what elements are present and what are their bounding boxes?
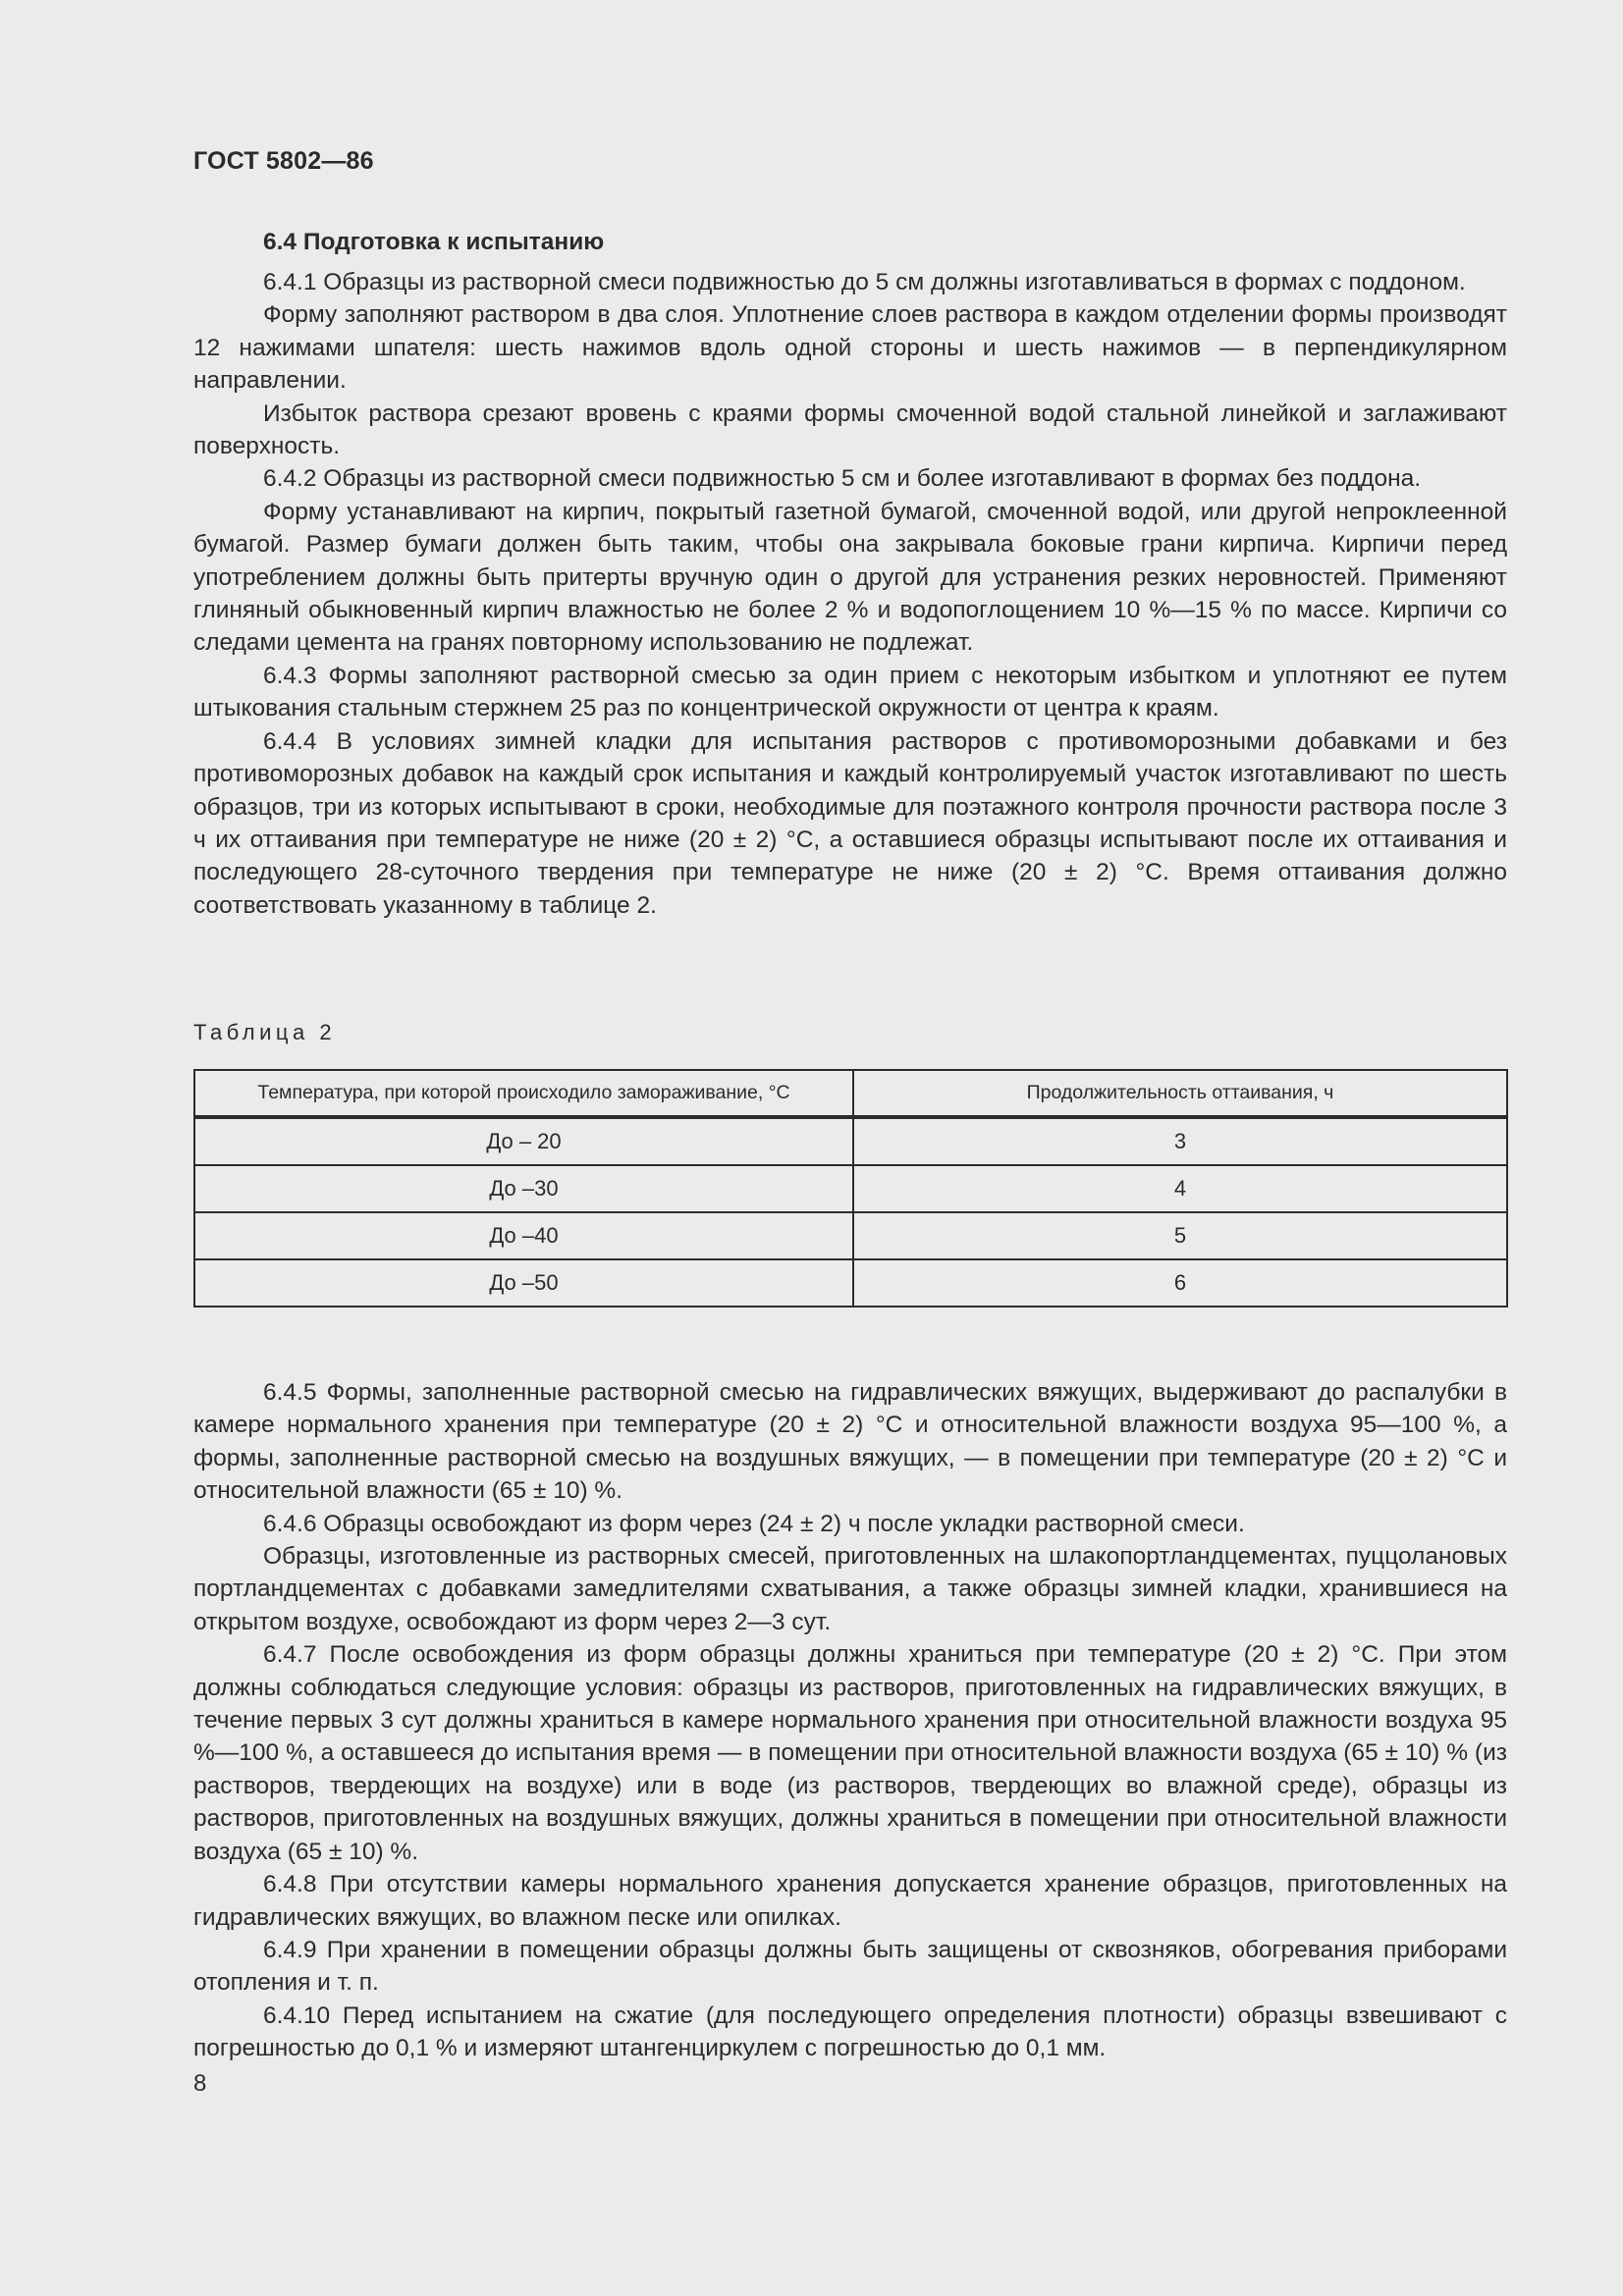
paragraph: 6.4.3 Формы заполняют растворной смесью за один прием с некоторым избытком и уплотняют ее путем штыкования стальным стержнем 25 раз по концентрической окружности от центра к краям. <box>193 662 1507 722</box>
paragraph: Избыток раствора срезают вровень с краями формы смоченной водой стальной линейкой и заглаживают поверхность. <box>193 400 1507 460</box>
paragraph: Форму заполняют раствором в два слоя. Уплотнение слоев раствора в каждом отделении формы производят 12 нажимами шпателя: шесть нажимов вдоль одной стороны и шесть нажимов — в перпендикулярном направлении. <box>193 301 1507 395</box>
paragraph: 6.4.8 При отсутствии камеры нормального хранения допускается хранение образцов, приготовленных на гидравлических вяжущих, во влажном песке или опилках. <box>193 1871 1507 1931</box>
table-header-cell: Температура, при которой происходило замораживание, °С <box>194 1070 853 1117</box>
paragraph: Форму устанавливают на кирпич, покрытый газетной бумагой, смоченной водой, или другой непроклеенной бумагой. Размер бумаги должен быть таким, чтобы она закрывала боковые грани кирпича. Кирпичи перед употреблением должны быть притерты вручную один о другой для устранения резких неровностей. Применяют глиняный обыкновенный кирпич влажностью не более 2 % и водопоглощением 10 %—15 % по массе. Кирпичи со следами цемента на гранях повторному использованию не подлежат. <box>193 498 1507 657</box>
table-row <box>194 1117 1507 1165</box>
thawing-table <box>193 1069 1508 1308</box>
table-row <box>194 1165 1507 1212</box>
table-row <box>194 1259 1507 1307</box>
text-block-after-table <box>193 1376 1507 2065</box>
table-cell: До –30 <box>194 1165 853 1212</box>
table-header-cell: Продолжительность оттаивания, ч <box>853 1070 1507 1117</box>
paragraph: 6.4.7 После освобождения из форм образцы должны храниться при температуре (20 ± 2) °С. При этом должны соблюдаться следующие условия: образцы из растворов, приготовленных на гидравлических вяжущих, в течение первых 3 сут должны храниться в камере нормального хранения при относительной влажности воздуха 95 %—100 %, а оставшееся до испытания время — в помещении при относительной влажности воздуха (65 ± 10) % (из растворов, твердеющих на воздухе) или в воде (из растворов, твердеющих во влажной среде), образцы из растворов, приготовленных на воздушных вяжущих, должны храниться в помещении при относительной влажности воздуха (65 ± 10) %. <box>193 1641 1507 1865</box>
page-number: 8 <box>193 2070 207 2097</box>
table-cell: До –50 <box>194 1259 853 1307</box>
table-header-row <box>194 1070 1507 1117</box>
paragraph: 6.4.4 В условиях зимней кладки для испытания растворов с противоморозными добавками и без противоморозных добавок на каждый срок испытания и каждый контролируемый участок изготавливают по шесть образцов, три из которых испытывают в сроки, необходимые для поэтажного контроля прочности раствора после 3 ч их оттаивания при температуре не ниже (20 ± 2) °С, а оставшиеся образцы испытывают после их оттаивания и последующего 28-суточного твердения при температуре не ниже (20 ± 2) °С. Время оттаивания должно соответствовать указанному в таблице 2. <box>193 727 1507 919</box>
section-title: 6.4 Подготовка к испытанию <box>263 229 605 255</box>
paragraph: 6.4.2 Образцы из растворной смеси подвижностью 5 см и более изготавливают в формах без поддона. <box>263 465 1422 493</box>
paragraph: 6.4.9 При хранении в помещении образцы должны быть защищены от сквозняков, обогревания приборами отопления и т. п. <box>193 1936 1507 1997</box>
paragraph: 6.4.10 Перед испытанием на сжатие (для последующего определения плотности) образцы взвешивают с погрешностью до 0,1 % и измеряют штангенциркулем с погрешностью до 0,1 мм. <box>193 2002 1507 2062</box>
table-cell: До – 20 <box>194 1117 853 1165</box>
paragraph: 6.4.5 Формы, заполненные растворной смесью на гидравлических вяжущих, выдерживают до распалубки в камере нормального хранения при температуре (20 ± 2) °С и относительной влажности воздуха 95—100 %, а формы, заполненные растворной смесью на воздушных вяжущих, — в помещении при температуре (20 ± 2) °С и относительной влажности (65 ± 10) %. <box>193 1379 1507 1505</box>
text-block-before-table <box>193 266 1507 922</box>
paragraph: 6.4.6 Образцы освобождают из форм через (24 ± 2) ч после укладки растворной смеси. <box>263 1510 1245 1537</box>
table-caption: Таблица 2 <box>193 1020 337 1044</box>
table-cell: 6 <box>853 1259 1507 1307</box>
table-cell: До –40 <box>194 1212 853 1259</box>
table-cell: 4 <box>853 1165 1507 1212</box>
table-cell: 3 <box>853 1117 1507 1165</box>
table-row <box>194 1212 1507 1259</box>
document-header: ГОСТ 5802—86 <box>193 147 374 175</box>
paragraph: Образцы, изготовленные из растворных смесей, приготовленных на шлакопортландцементах, пуццолановых портландцементах с добавками замедлителями схватывания, а также образцы зимней кладки, хранившиеся на открытом воздухе, освобождают из форм через 2—3 сут. <box>193 1543 1507 1635</box>
paragraph: 6.4.1 Образцы из растворной смеси подвижностью до 5 см должны изготавливаться в формах с поддоном. <box>263 269 1466 295</box>
table-cell: 5 <box>853 1212 1507 1259</box>
